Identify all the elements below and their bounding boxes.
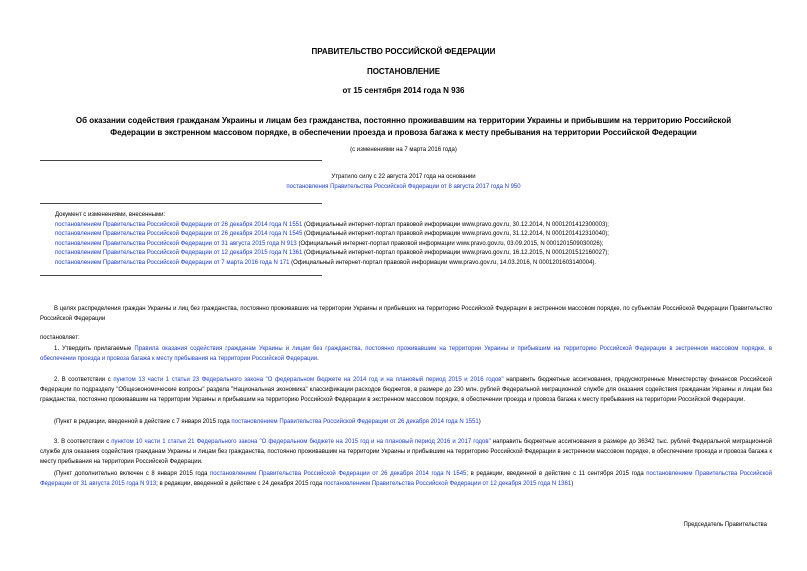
list-item: постановлением Правительства Российской Федерации от 26 декабря 2014 года N 1545 (Официальный интернет-портал правовой информации www.pravo.gov.ru, 31.12.2014, N 0001201412310040); bbox=[55, 231, 609, 238]
paragraph-2: 2. В соответствии с пунктом 13 части 1 статьи 23 Федерального закона "О федеральном бюджете на 2014 год и на плановый период 2015 и 2016 годов" направить бюджетные ассигнования, предусмотренные Министерству финансов Российской Федерации по подразделу "Общеэкономические вопросы" раздела "Национальная экономика" классификации расходов бюджетов, в размере до 230 млн. рублей Федеральной миграционной службе для оказания содействия гражданам Украины и лицам без гражданства, постоянно проживавшим на территории Украины и прибывшим на территорию Российской Федерации в экстренном массовом порядке, в обеспечении проезда и провоза багажа к месту пребывания на территории Российской Федерации. bbox=[40, 377, 772, 403]
list-item: постановлением Правительства Российской Федерации от 26 декабря 2014 года N 1551 (Официальный интернет-портал правовой информации www.pravo.gov.ru, 30.12.2014, N 0001201412300003); bbox=[55, 221, 609, 228]
expiry-link[interactable]: постановления Правительства Российской Федерации от 8 августа 2017 года N 950 bbox=[286, 184, 521, 190]
amendments-note: (с изменениями на 7 марта 2016 года) bbox=[350, 147, 457, 153]
changes-list bbox=[55, 211, 785, 269]
amendment-link-1361[interactable]: постановлением Правительства Российской Федерации от 12 декабря 2015 года N 1361 bbox=[323, 481, 572, 487]
list-item: постановлением Правительства Российской Федерации от 7 марта 2016 года N 171 (Официальный интернет-портал правовой информации www.pravo.gov.ru, 14.03.2016, N 0001201603140004). bbox=[55, 259, 597, 266]
amendment-link-1551[interactable]: постановлением Правительства Российской Федерации от 26 декабря 2014 года N 1551 bbox=[231, 419, 479, 425]
change-link[interactable]: постановлением Правительства Российской Федерации от 26 декабря 2014 года N 1545 bbox=[55, 231, 303, 238]
list-item: постановлением Правительства Российской Федерации от 31 августа 2015 года N 913 (Официальный интернет-портал правовой информации www.pravo.gov.ru, 03.09.2015, N 0001201509030026); bbox=[55, 240, 604, 247]
resolves-word: постановляет: bbox=[40, 335, 80, 341]
change-link[interactable]: постановлением Правительства Российской Федерации от 12 декабря 2015 года N 1361 bbox=[55, 250, 303, 257]
document-title-line2: Федерации в экстренном массовом порядке, в обеспечении проезда и провоза багажа к месту пребывания на территории Российской Федерации bbox=[110, 127, 697, 137]
paragraph-1: 1. Утвердить прилагаемые Правила оказания содействия гражданам Украины и лицам без гражданства, постоянно проживавшим на территории Украины и прибывшим на территорию Российской Федерации в экстренном массовом порядке, в обеспечении проезда и провоза багажа к месту пребывания на территории Российской Федерации. bbox=[40, 346, 773, 362]
divider-2 bbox=[40, 203, 322, 204]
signature-position: Председатель Правительства bbox=[683, 522, 767, 528]
law-link-2014[interactable]: пунктом 13 части 1 статьи 23 Федерального закона "О федеральном бюджете на 2014 год и на плановый период 2015 и 2016 годов" bbox=[113, 377, 504, 383]
expiry-note: Утратило силу с 22 августа 2017 года на основании bbox=[331, 174, 476, 180]
government-name: ПРАВИТЕЛЬСТВО РОССИЙСКОЙ ФЕДЕРАЦИИ bbox=[311, 47, 496, 56]
law-link-2015[interactable]: пунктом 10 части 1 статьи 21 Федерального закона "О федеральном бюджете на 2015 год и на плановый период 2016 и 2017 годов" bbox=[111, 439, 491, 445]
paragraph-2-note: (Пункт в редакции, введенной в действие с 7 января 2015 года постановлением Правительства Российской Федерации от 26 декабря 2014 года N 1551) bbox=[54, 419, 481, 425]
change-link[interactable]: постановлением Правительства Российской Федерации от 26 декабря 2014 года N 1551 bbox=[55, 221, 303, 228]
preamble: В целях распределения граждан Украины и лиц без гражданства, постоянно проживавших на территории Украины и прибывших на территорию Российской Федерации в экстренном массовом порядке, по субъектам Российской Федерации Правительство Российской Федерации bbox=[40, 306, 772, 322]
list-item: постановлением Правительства Российской Федерации от 12 декабря 2015 года N 1361 (Официальный интернет-портал правовой информации www.pravo.gov.ru, 16.12.2015, N 0001201512160027); bbox=[55, 250, 609, 257]
document-title bbox=[0, 115, 807, 138]
divider-1 bbox=[40, 160, 322, 161]
change-link[interactable]: постановлением Правительства Российской Федерации от 31 августа 2015 года N 913 bbox=[55, 240, 297, 247]
changes-heading: Документ с изменениями, внесенными: bbox=[55, 212, 166, 218]
paragraph-3-note: (Пункт дополнительно включен с 8 января 2015 года постановлением Правительства Российской Федерации от 26 декабря 2014 года N 1545; в редакции, введенной в действие с 11 сентября 2015 года постановлением Правительства Российской Федерации от 31 августа 2015 года N 913; в редакции, введенной в действие с 24 декабря 2015 года постановлением Правительства Российской Федерации от 12 декабря 2015 года N 1361) bbox=[40, 471, 772, 487]
document-title-line1: Об оказании содействия гражданам Украины и лицам без гражданства, постоянно проживавшим на территории Украины и прибывшим на территорию Российской bbox=[75, 116, 732, 125]
paragraph-3: 3. В соответствии с пунктом 10 части 1 статьи 21 Федерального закона "О федеральном бюджете на 2015 год и на плановый период 2016 и 2017 годов" направить бюджетные ассигнования в размере до 36342 тыс. рублей Федеральной миграционной службе для оказания содействия гражданам Украины и лицам без гражданства, постоянно проживавшим на территории Украины и прибывшим на территорию Российской Федерации в экстренном массовом порядке, в обеспечении проезда и провоза багажа к месту пребывания на территории Российской Федерации. bbox=[40, 439, 773, 465]
change-link[interactable]: постановлением Правительства Российской Федерации от 7 марта 2016 года N 171 bbox=[55, 259, 290, 266]
document-type: ПОСТАНОВЛЕНИЕ bbox=[366, 67, 441, 76]
amendment-link-1545[interactable]: постановлением Правительства Российской Федерации от 26 декабря 2014 года N 1545 bbox=[210, 471, 467, 477]
amendment-link-913[interactable]: постановлением Правительства Российской Федерации от 31 августа 2015 года N 913 bbox=[40, 471, 772, 487]
document-date-number: от 15 сентября 2014 года N 936 bbox=[342, 86, 465, 95]
divider-3 bbox=[40, 275, 322, 276]
rules-link[interactable]: Правила оказания содействия гражданам Украины и лицам без гражданства, постоянно проживавшим на территории Украины и прибывшим на территорию Российской Федерации в экстренном массовом порядке, в обеспечении проезда и провоза багажа к месту пребывания на территории Российской Федерации bbox=[40, 346, 773, 362]
